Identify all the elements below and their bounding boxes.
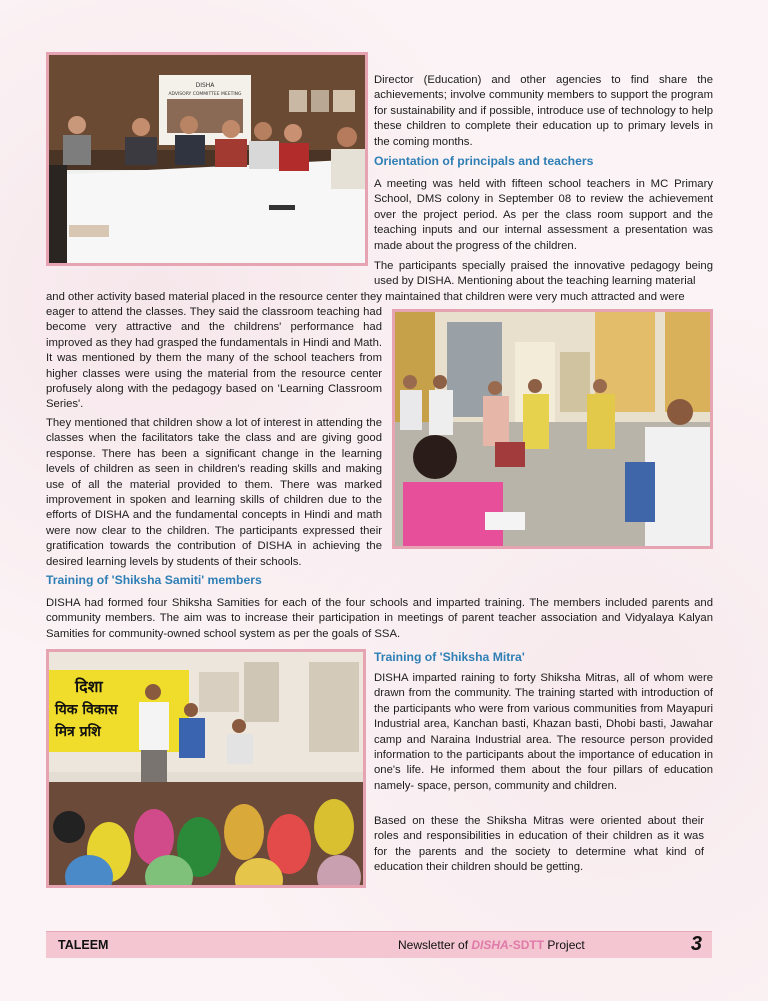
heading-orientation: Orientation of principals and teachers	[374, 154, 594, 168]
footer-mid-suffix: Project	[544, 938, 585, 952]
photo1-banner-line2: ADVISORY COMMITTEE MEETING	[168, 92, 242, 97]
paragraph-samiti: DISHA had formed four Shiksha Samities for each of the four schools and imparted training. The members included parents and community members. The aim was to increase their participation in meetings of parent teacher association and Vidyalaya Kalyan Samities for community-owned school system as per the goals of SSA.	[46, 597, 713, 640]
paragraph-intro: Director (Education) and other agencies to find share the achievements; involve community members to support the program for sustainability and if possible, introduce use of technology to help these children to complete their education up to primary levels in the coming months.	[374, 74, 713, 148]
photo3-banner-line1: दिशा	[75, 677, 103, 696]
footer-taleem: TALEEM	[58, 938, 109, 952]
photo3-banner-line2: यिक विकास	[55, 702, 118, 718]
photo-shiksha-mitra-training	[46, 649, 366, 888]
page-number: 3	[690, 933, 702, 955]
paragraph-mitra-1: DISHA imparted raining to forty Shiksha Mitras, all of whom were drawn from the community. The training started with introduction of the participants who were from various communities from Mayapuri Industrial area, Kanchan basti, Khazan basti, Dhobi basti, Jawahar camp and Naraina Industrial area. The resource person provided information to the participants about the importance of education in one's life. He informed them about the four pillars of education namely- space, person, community and children.	[374, 672, 713, 792]
paragraph-orientation-1: A meeting was held with fifteen school teachers in MC Primary School, DMS colony in September 08 to review the achievement over the project period. As per the class room support and the teaching inputs and our internal assessment a presentation was made about the progress of the children.	[374, 178, 713, 252]
photo1-banner-line1: DISHA	[195, 82, 215, 89]
footer-mid-prefix: Newsletter of	[398, 938, 472, 952]
paragraph-orientation-2c: eager to attend the classes. They said the classroom teaching had become very attractive and the childrens' performance had improved as they had grasped the fundamentals in Hindi and Math. It was mentioned by them the many of the school teachers from higher classes were using the material from the resource center profusely along with the pedagogy based on 'Learning Classroom Series'.	[46, 306, 382, 411]
heading-samiti: Training of 'Shiksha Samiti' members	[46, 573, 262, 587]
heading-mitra: Training of 'Shiksha Mitra'	[374, 650, 525, 664]
paragraph-orientation-3: They mentioned that children show a lot of interest in attending the classes when the facilitators take the class and are giving good response. There has been a significant change in the learning levels of children as seen in children's reading skills and making use of all the material provided to them. There was marked improvement in spoken and learning skills of children due to the efforts of DISHA and the fundamental concepts in Hindi and math were now clear to the children. The participants expressed their gratification towards the contribution of DISHA in achieving the desired learning levels by students of their schools.	[46, 417, 382, 568]
photo-advisory-meeting	[46, 52, 368, 266]
footer-mid-disha: DISHA	[471, 938, 509, 952]
footer-mid-sdtt: -SDTT	[508, 938, 545, 952]
paragraph-orientation-2b: and other activity based material placed in the resource center they maintained that children were very much attracted and were	[46, 291, 685, 303]
footer-bar	[46, 931, 712, 958]
photo-teachers-meeting	[392, 309, 713, 549]
paragraph-orientation-2a: The participants specially praised the innovative pedagogy being used by DISHA. Mentioning about the teaching learning material	[374, 260, 713, 288]
footer-newsletter-label	[398, 938, 585, 952]
photo3-banner-line3: मित्र प्रशि	[55, 724, 101, 740]
paragraph-mitra-2: Based on these the Shiksha Mitras were oriented about their roles and responsibilities in education of their children as it was for the parents and the society to determine what kind of education their children should be getting.	[374, 815, 704, 874]
